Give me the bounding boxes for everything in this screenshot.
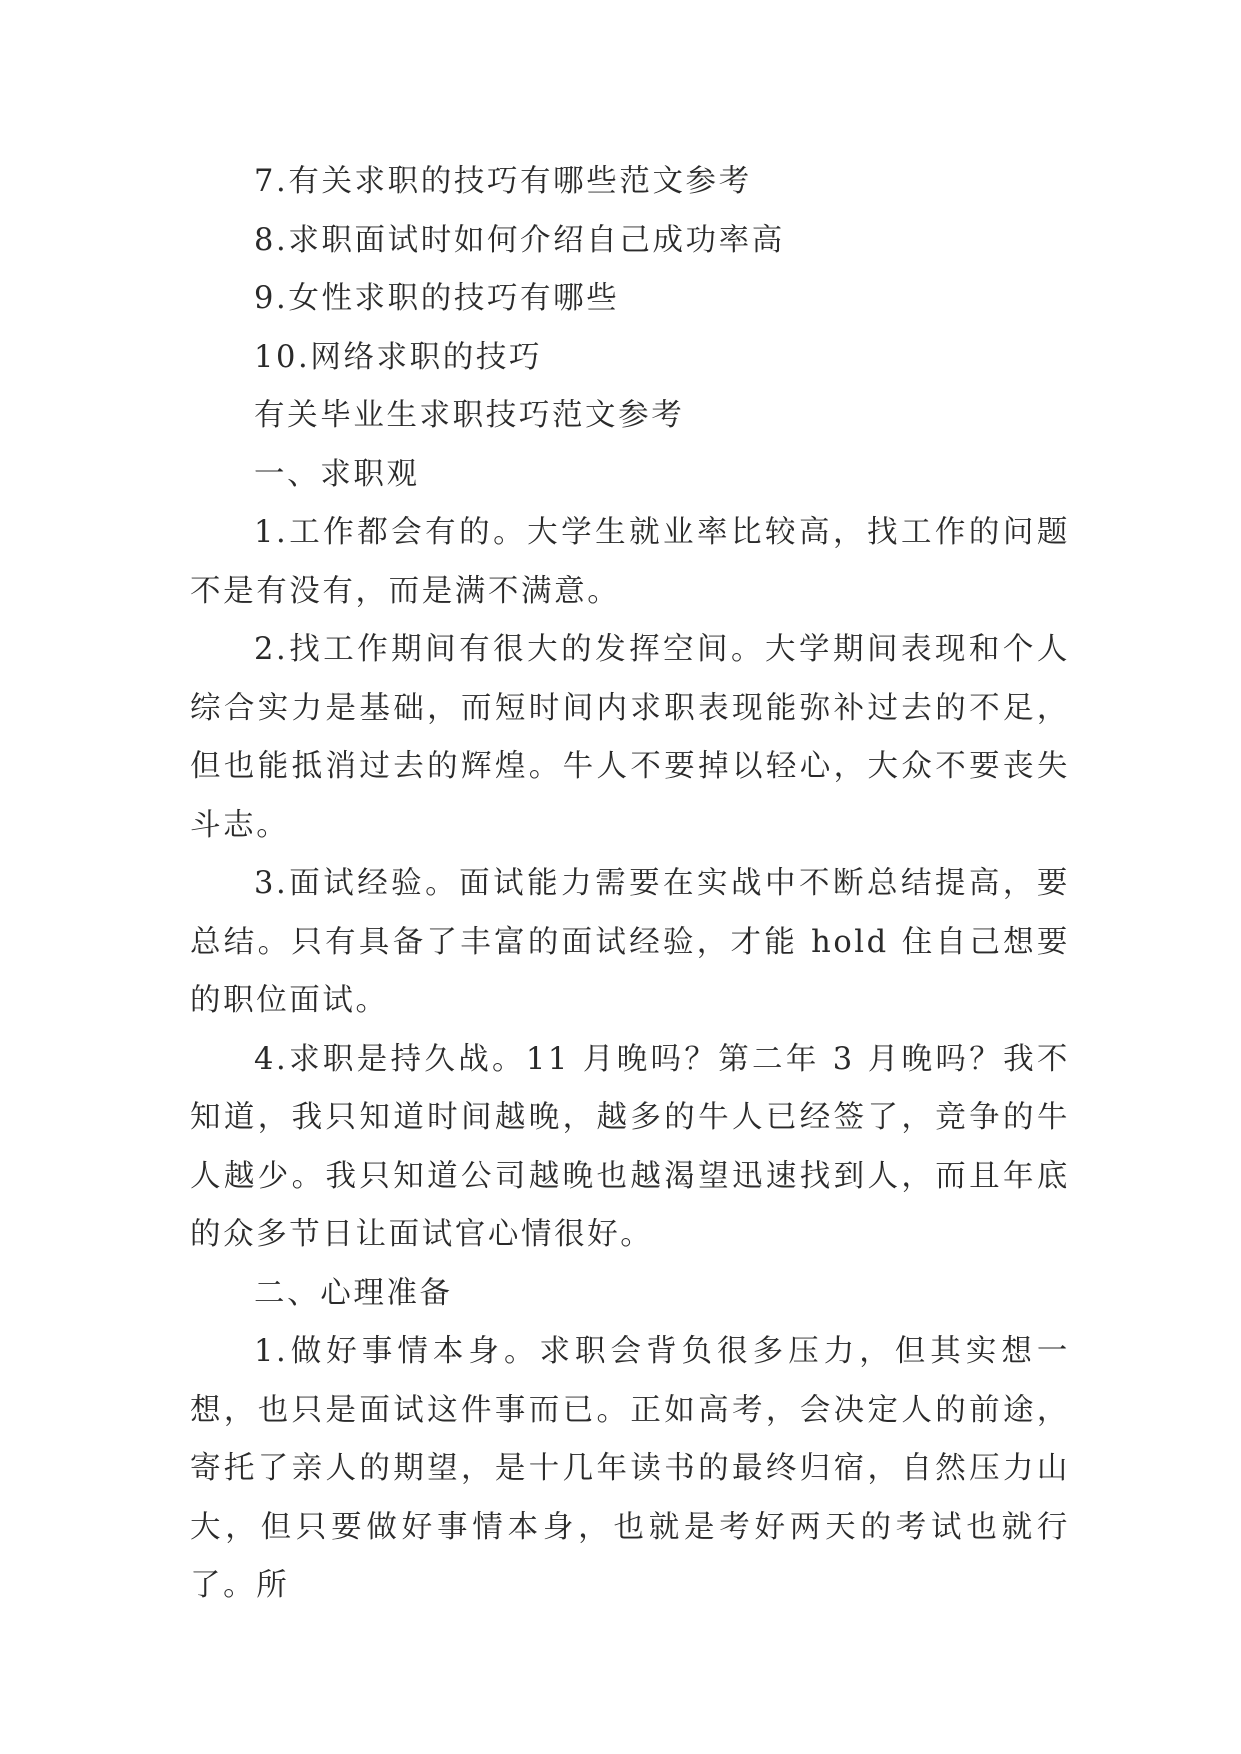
paragraph-1-2: 2.找工作期间有很大的发挥空间。大学期间表现和个人综合实力是基础，而短时间内求职表现能弥补过去的不足，但也能抵消过去的辉煌。牛人不要掉以轻心，大众不要丧失斗志。 bbox=[190, 632, 1070, 843]
paragraph-1-4: 4.求职是持久战。11 月晚吗？第二年 3 月晚吗？我不知道，我只知道时间越晚，越多的牛人已经签了，竞争的牛人越少。我只知道公司越晚也越渴望迅速找到人，而且年底的众多节日让面试官心情很好。 bbox=[190, 1041, 1070, 1252]
toc-item-10: 10.网络求职的技巧 bbox=[254, 339, 543, 375]
toc-item-9: 9.女性求职的技巧有哪些 bbox=[254, 281, 620, 316]
paragraph-1-1: 1.工作都会有的。大学生就业率比较高，找工作的问题不是有没有，而是满不满意。 bbox=[190, 515, 1070, 609]
section-heading-1: 一、求职观 bbox=[254, 456, 420, 492]
toc-item-8: 8.求职面试时如何介绍自己成功率高 bbox=[254, 222, 785, 258]
article-title: 有关毕业生求职技巧范文参考 bbox=[254, 398, 685, 433]
toc-item-7: 7.有关求职的技巧有哪些范文参考 bbox=[254, 164, 752, 199]
paragraph-2-1: 1.做好事情本身。求职会背负很多压力，但其实想一想，也只是面试这件事而已。正如高考，会决定人的前途，寄托了亲人的期望，是十几年读书的最终归宿，自然压力山大，但只要做好事情本身，也就是考好两天的考试也就行了。所 bbox=[190, 1334, 1070, 1603]
paragraph-1-3: 3.面试经验。面试能力需要在实战中不断总结提高，要总结。只有具备了丰富的面试经验，才能 hold 住自己想要的职位面试。 bbox=[190, 866, 1070, 1018]
document-body bbox=[190, 153, 1070, 1616]
section-heading-2: 二、心理准备 bbox=[254, 1275, 453, 1311]
